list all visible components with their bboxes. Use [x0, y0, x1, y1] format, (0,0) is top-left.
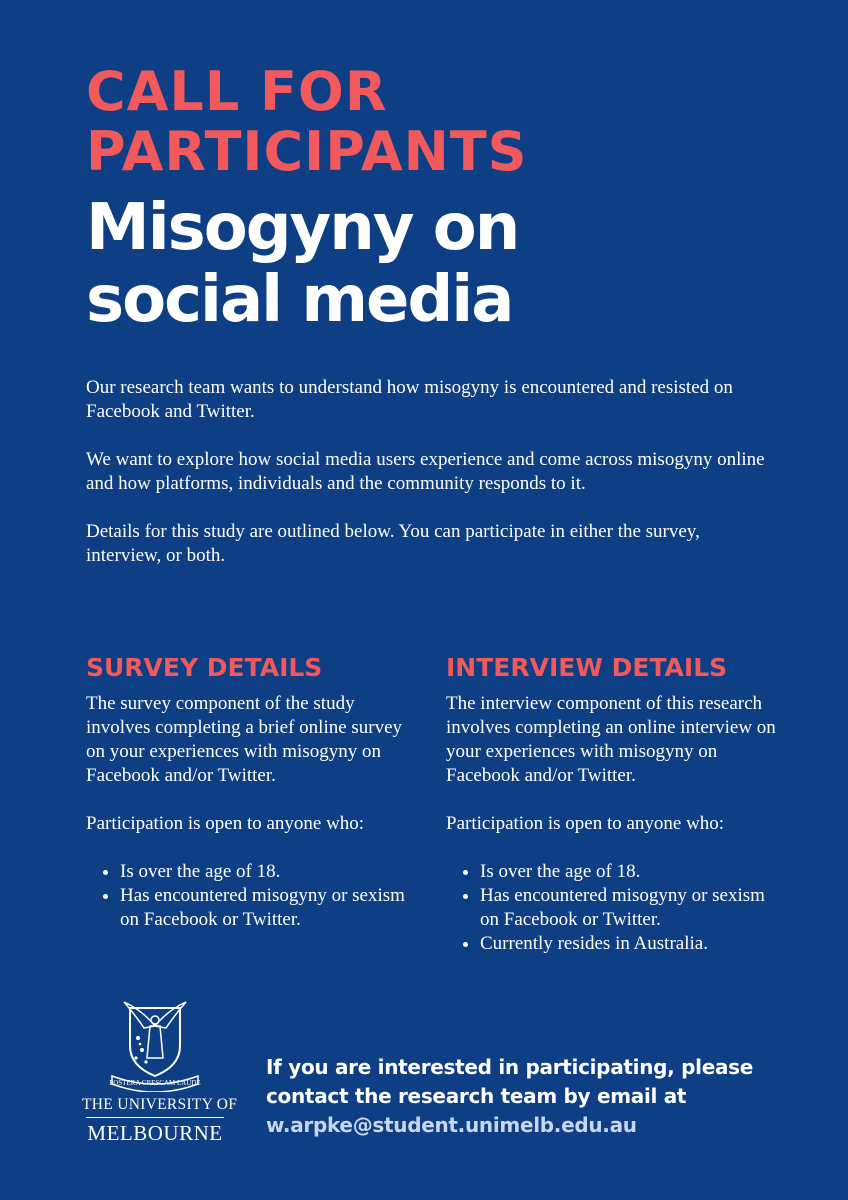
university-logo	[82, 996, 238, 1146]
interview-details-heading: INTERVIEW DETAILS	[446, 653, 728, 682]
logo-divider	[86, 1117, 224, 1118]
call-for-participants-heading	[86, 62, 528, 182]
university-name-line-1: THE UNIVERSITY OF	[82, 1096, 238, 1113]
intro-paragraph-3: Details for this study are outlined below. You can participate in either the survey, interview, or both.	[86, 521, 700, 566]
contact-line-1: If you are interested in participating, please	[266, 1055, 754, 1079]
contact-email[interactable]: w.arpke@student.unimelb.edu.au	[266, 1113, 637, 1137]
crest-motto: POSTERA CRESCAM LAUDE	[109, 1079, 201, 1087]
survey-criteria-list	[86, 860, 406, 932]
intro-paragraph-1: Our research team wants to understand how misogyny is encountered and resisted on Facebook and Twitter.	[86, 377, 733, 422]
intro-paragraph-2: We want to explore how social media users experience and come across misogyny online and how platforms, individuals and the community responds to it.	[86, 449, 765, 494]
survey-details-heading: SURVEY DETAILS	[86, 653, 323, 682]
heading-line-2: PARTICIPANTS	[86, 120, 528, 183]
survey-eligibility: Participation is open to anyone who:	[86, 813, 365, 834]
survey-details-section	[86, 652, 406, 932]
list-item: • Is over the age of 18.	[120, 860, 406, 884]
university-name-line-2: MELBOURNE	[87, 1121, 223, 1145]
intro-section	[86, 376, 776, 592]
page-title	[86, 192, 518, 336]
contact-line-2: contact the research team by email at	[266, 1084, 687, 1108]
interview-description: The interview component of this research involves completing an online interview on your experiences with misogyny on Facebook and/or Twitter.	[446, 693, 776, 786]
interview-details-section	[446, 652, 776, 956]
contact-section	[266, 1053, 826, 1140]
list-item: • Is over the age of 18.	[480, 860, 776, 884]
crest-icon	[100, 996, 210, 1092]
list-item: • Has encountered misogyny or sexism on Facebook or Twitter.	[120, 884, 406, 932]
heading-line-1: CALL FOR	[86, 60, 388, 123]
title-line-2: social media	[86, 263, 513, 337]
list-item: • Currently resides in Australia.	[480, 932, 776, 956]
survey-description: The survey component of the study involves completing a brief online survey on your experiences with misogyny on Facebook and/or Twitter.	[86, 693, 403, 786]
interview-criteria-list	[446, 860, 776, 956]
list-item: • Has encountered misogyny or sexism on Facebook or Twitter.	[480, 884, 776, 932]
interview-eligibility: Participation is open to anyone who:	[446, 813, 725, 834]
title-line-1: Misogyny on	[86, 191, 519, 265]
